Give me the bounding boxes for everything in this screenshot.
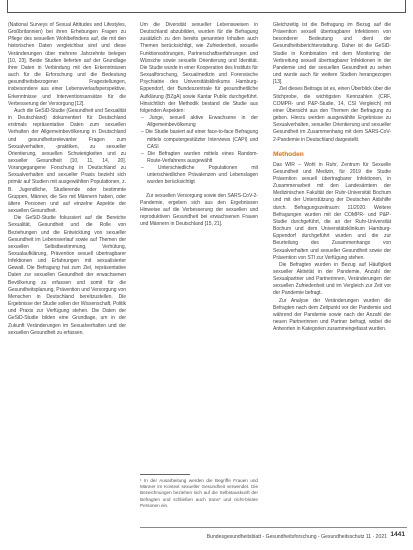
footnote: ¹ In der Ausarbeitung werden die Begriffe Frauen und Männer im Kontext sexueller Gesundheit verwendet. Die Bezeichnungen beziehen sich auf die Selbstauskunft der Befragten und schließen auch trans* und nicht-binäre Personen ein. bbox=[140, 478, 258, 508]
paragraph: Die Befragten wurden in Bezug auf Häufigkeit sexueller Aktivität in der Pandemie, Anzahl der Sexualpartner und Partnerinnen, Veränderungen der sexuellen Zufriedenheit und im Vergleich zur Zeit vor der Pandemie befragt. bbox=[273, 261, 391, 297]
footnote-divider bbox=[140, 474, 190, 475]
paragraph: Gleichzeitig ist die Befragung im Bezug auf die Prävention sexuell übertragbarer Infektionen von besonderer Bedeutung und dient der Gesundheitsberichterstattung. Daher ist die GeSiD-Studie in Kombination mit dem Monitoring der Verbreitung sexuell übertragbarer Infektionen in der Pandemie und der sexuellen Gesundheit zu sehen und wurde auch für weitere Studien herangezogen [13]. bbox=[273, 22, 391, 86]
text-column-3 bbox=[273, 22, 391, 333]
paragraph: (National Surveys of Sexual Attitudes and Lifestyles, Großbritannien) bei ihren Erhebungen Fragen zu Pflege des sexuellen Wohlbefindens auf, die mit den historischen Daten vergleichbar sind und diese Veränderungen über mehrere Jahrzehnte belegen [10, 23]. Beide Studien lieferten auf der Grundlage ihrer Daten in Verbindung mit den Erkenntnissen auch für die Erforschung und die Bedeutung gesundheitsbezogener Fragestellungen, insbesondere aus einer Lebensverlaufsperspektive, Erkenntnisse und Interventionsansätze für die Verbesserung der Versorgung [12]. bbox=[8, 22, 126, 107]
journal-citation: Bundesgesundheitsblatt - Gesundheitsforschung - Gesundheitsschutz 11 · 2021 bbox=[206, 534, 387, 540]
paragraph: Die GeSiD-Studie fokussiert auf die Bereiche Sexualität, Gesundheit und die Rolle von Beziehungen und die Entwicklung von sexueller Gesundheit im Lebensverlauf sowie auf Themen der sexuellen Selbstbestimmung, Verhütung, Sexualaufklärung, Prävention sexuell übertragbarer Infektionen und Erfahrungen mit sexualisierter Gewalt. Die Befragung hat zum Ziel, repräsentative Daten zur sexuellen Gesundheit der erwachsenen Bevölkerung zu erfassen und somit für die Gesundheitsplanung, Prävention und Versorgung von Menschen in Deutschland bereitzustellen. Die Ergebnisse der Studie sollen der Wissenschaft, Politik und Praxis zur Verfügung stehen. Die Daten der GeSiD-Studie bilden eine Grundlage, um in der Zukunft Veränderungen im Sexualverhalten und der sexuellen Gesundheit zu erfassen. bbox=[8, 215, 126, 336]
paragraph: Auch die GeSiD-Studie (Gesundheit und Sexualität in Deutschland) dokumentiert für Deutschland erstmals repräsentative Daten zum sexuellen Verhalten der Allgemeinbevölkerung in Deutschland und gesundheitsrelevanter Fragen zum Sexualverhalten, -praktiken, zu sexueller Orientierung, sexuellen Schwierigkeiten und zu sexueller Gesundheit [10, 11, 14, 20]. Vorangegangene Forschung in Deutschland zu Sexualverhalten und sexueller Praxis bezieht sich primär auf Studien mit ausgewählten Populationen, z. B. Jugendliche, Studierende oder bestimmte Gruppen, Männer, die Sex mit Männern haben, oder ältere Personen und auf einzelne Aspekte der sexuellen Gesundheit. bbox=[8, 107, 126, 215]
list-item: – Die Befragten wurden mittels eines Random-Route-Verfahrens ausgewählt bbox=[141, 150, 258, 164]
text-column-1 bbox=[8, 22, 126, 337]
paragraph: Ziel dieses Beitrags ist es, einen Überblick über die Stichprobe, die wichtigsten Kennzahlen (CRF, COMPR- und P&P-Studie, 14, CSI Vergleich) mit einer Übersicht aus den Themen der Befragung zu geben. Hierzu werden ausgewählte Ergebnisse zu Sexualverhalten, sexueller Orientierung und sexueller Gesundheit im Zusammenhang mit dem SARS-CoV-2-Pandemie in Deutschland dargestellt. bbox=[273, 86, 391, 143]
paragraph: Das WIR – Wohl in Ruhr, Zentrum für Sexuelle Gesundheit und Medizin, für 2019 die Studie Prävention sexuell übertragbarer Infektionen, in Zusammenarbeit mit den Landesämtern der Medizinischen Fakultät der Ruhr-Universität Bochum und mit der Unterstützung der Deutschen Aidshilfe durch. Befragungszeitraum: 11/2020. Weitere Befragungen wurden mit der COMPR- und P&P-Studie durchgeführt, die an der Ruhr-Universität Bochum und dem Universitätsklinikum Hamburg-Eppendorf durchgeführt wurden und die zur Beurteilung des Zusammenhangs von Sexualverhalten und sexueller Gesundheit sowie der Prävention von STI zur Verfügung stehen. bbox=[273, 161, 391, 261]
text-column-2 bbox=[140, 22, 258, 228]
header-bar bbox=[7, 0, 406, 13]
paragraph: Um die Diversität sexueller Lebensweisen in Deutschland abzubilden, wurden für die Befragung zusätzlich zu den bereits genannten Inhalten auch Themen berücksichtigt, wie Zufriedenheit, sexuelle Funktionsstörungen, Partnerschaftserfahrungen und Wünsche sowie sexuelle Orientierung und Identität. Die Studie wurde in einer Kooperation des Instituts für Sexualforschung, Sexualmedizin und Forensische Psychiatrie des Universitätsklinikums Hamburg-Eppendorf, der Bundeszentrale für gesundheitliche Aufklärung (BZgA) sowie Kantar Public durchgeführt. Hinsichtlich der Methodik bestand die Studie aus folgenden Aspekten: bbox=[140, 22, 258, 114]
list-item: – Unterschiedliche Populationen mit unterschiedlichen Prävalenzen und Lebenslagen wurden berücksichtigt bbox=[141, 165, 258, 186]
list-item: – Junge, sexuell aktive Erwachsene in der Allgemeinbevölkerung bbox=[141, 115, 258, 129]
section-heading-methods: Methoden bbox=[273, 150, 304, 158]
paragraph: Zur Analyse der Veränderungen wurden die Befragten nach dem Zeitpunkt vor der Pandemie und während der Pandemie sowie nach der Anzahl der neuen Partnerinnen und Partner befragt, wobei die Antworten in Kategorien zusammengefasst wurden. bbox=[273, 297, 391, 333]
footer-divider bbox=[140, 527, 407, 528]
list-item: – Die Studie basiert auf einer face-to-face Befragung mittels computergestützter Interviews (CAPI) und CASI bbox=[141, 129, 258, 150]
paragraph: Zur sexuellen Versorgung sowie den SARS-CoV-2-Pandemie, ergeben sich aus den Ergebnissen Hinweise auf die Verbesserung der sexuellen und reproduktiven Gesundheit bei erwachsenen Frauen und Männern in Deutschland [15, 21]. bbox=[140, 192, 258, 228]
page-number: 1441 bbox=[390, 531, 405, 538]
